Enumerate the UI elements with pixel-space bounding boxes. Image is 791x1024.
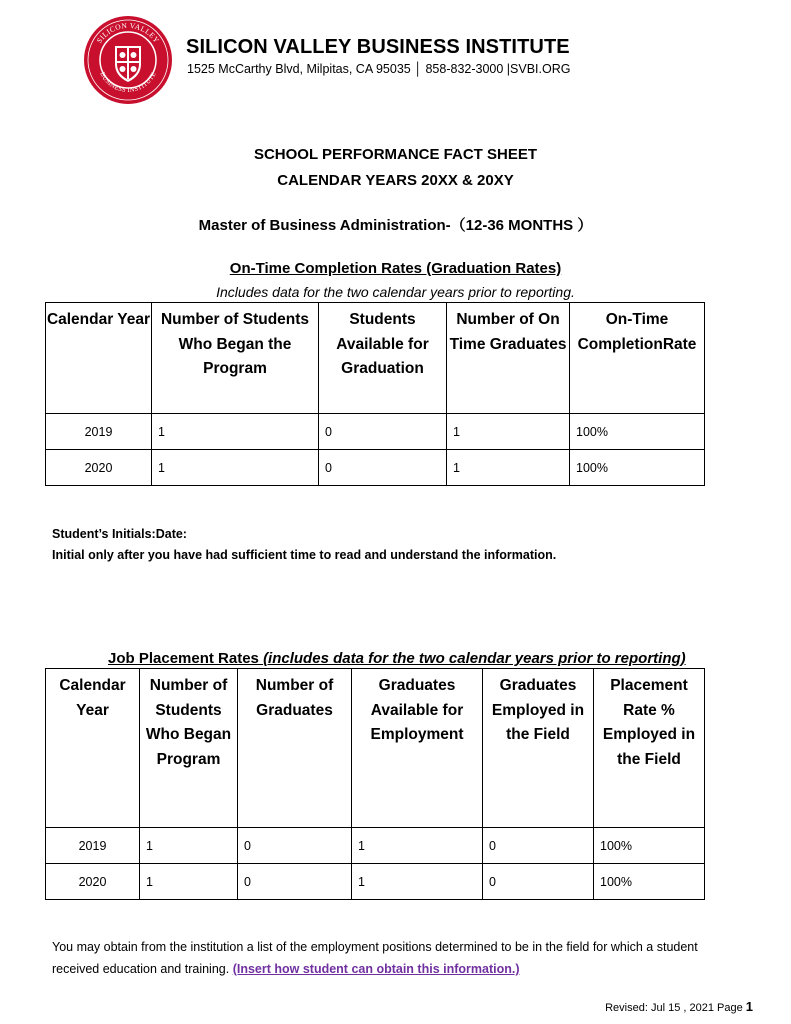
table-header-row (46, 669, 705, 828)
table-cell: 1 (447, 450, 570, 486)
institute-name: SILICON VALLEY BUSINESS INSTITUTE (186, 36, 570, 58)
table-cell: 0 (319, 414, 447, 450)
job-placement-section-title (108, 650, 686, 667)
student-initials-label: Student’s Initials:Date: (52, 527, 187, 541)
logo-seal-icon (84, 16, 172, 104)
column-header: Calendar Year (46, 669, 140, 828)
on-time-section-title: On-Time Completion Rates (Graduation Rates) (229, 260, 562, 277)
table-cell: 100% (594, 864, 705, 900)
table-row (46, 414, 705, 450)
table-cell: 100% (594, 828, 705, 864)
column-header: Graduates Available for Employment (352, 669, 483, 828)
column-header: Number of On Time Graduates (447, 303, 570, 414)
table-cell: 0 (483, 828, 594, 864)
column-header: Number of Students Who Began the Program (152, 303, 319, 414)
column-header: Students Available for Graduation (319, 303, 447, 414)
obtain-info-link[interactable]: (Insert how student can obtain this information.) (232, 962, 520, 976)
column-header: Number of Students Who Began Program (140, 669, 238, 828)
table-cell: 100% (570, 450, 705, 486)
employment-note-text: received education and training. (52, 962, 233, 976)
column-header: Graduates Employed in the Field (483, 669, 594, 828)
on-time-section-subtitle: Includes data for the two calendar years prior to reporting. (216, 284, 575, 300)
table-cell: 0 (238, 828, 352, 864)
initials-instruction: Initial only after you have had sufficient time to read and understand the information. (52, 548, 557, 562)
page-number: 1 (745, 999, 753, 1014)
table-cell: 1 (152, 450, 319, 486)
year-cell: 2020 (46, 864, 140, 900)
table-cell: 1 (152, 414, 319, 450)
year-cell: 2019 (46, 828, 140, 864)
employment-note-continued (52, 962, 520, 976)
job-placement-table (45, 668, 705, 900)
calendar-years-title: CALENDAR YEARS 20XX & 20XY (277, 172, 514, 189)
column-header: On-Time CompletionRate (570, 303, 705, 414)
column-header: Calendar Year (46, 303, 152, 414)
revised-date: Revised: Jul 15 , 2021 Page (605, 1002, 746, 1014)
table-row (46, 864, 705, 900)
job-placement-title-italic: (includes data for the two calendar years prior to reporting) (263, 650, 686, 667)
table-cell: 100% (570, 414, 705, 450)
job-placement-title-text: Job Placement Rates (108, 650, 264, 667)
program-title: Master of Business Administration-（12-36 MONTHS ） (198, 217, 593, 234)
table-cell: 0 (319, 450, 447, 486)
year-cell: 2019 (46, 414, 152, 450)
svg-text:BUSINESS INSTITUTE: BUSINESS INSTITUTE (98, 71, 158, 95)
year-cell: 2020 (46, 450, 152, 486)
fact-sheet-title: SCHOOL PERFORMANCE FACT SHEET (253, 146, 538, 163)
table-cell: 1 (352, 864, 483, 900)
table-row (46, 828, 705, 864)
table-cell: 0 (483, 864, 594, 900)
table-cell: 1 (140, 828, 238, 864)
table-cell: 1 (447, 414, 570, 450)
column-header: Number of Graduates (238, 669, 352, 828)
institute-logo (84, 16, 172, 104)
institute-address: 1525 McCarthy Blvd, Milpitas, CA 95035 │ 858-832-3000 |SVBI.ORG (187, 62, 571, 76)
svg-text:SILICON VALLEY: SILICON VALLEY (94, 20, 162, 45)
column-header: Placement Rate % Employed in the Field (594, 669, 705, 828)
table-cell: 1 (352, 828, 483, 864)
table-cell: 0 (238, 864, 352, 900)
table-cell: 1 (140, 864, 238, 900)
on-time-completion-table (45, 302, 705, 486)
employment-note: You may obtain from the institution a list of the employment positions determined to be in the field for which a student (52, 940, 698, 954)
table-row (46, 450, 705, 486)
revision-footer (605, 999, 753, 1014)
table-header-row (46, 303, 705, 414)
